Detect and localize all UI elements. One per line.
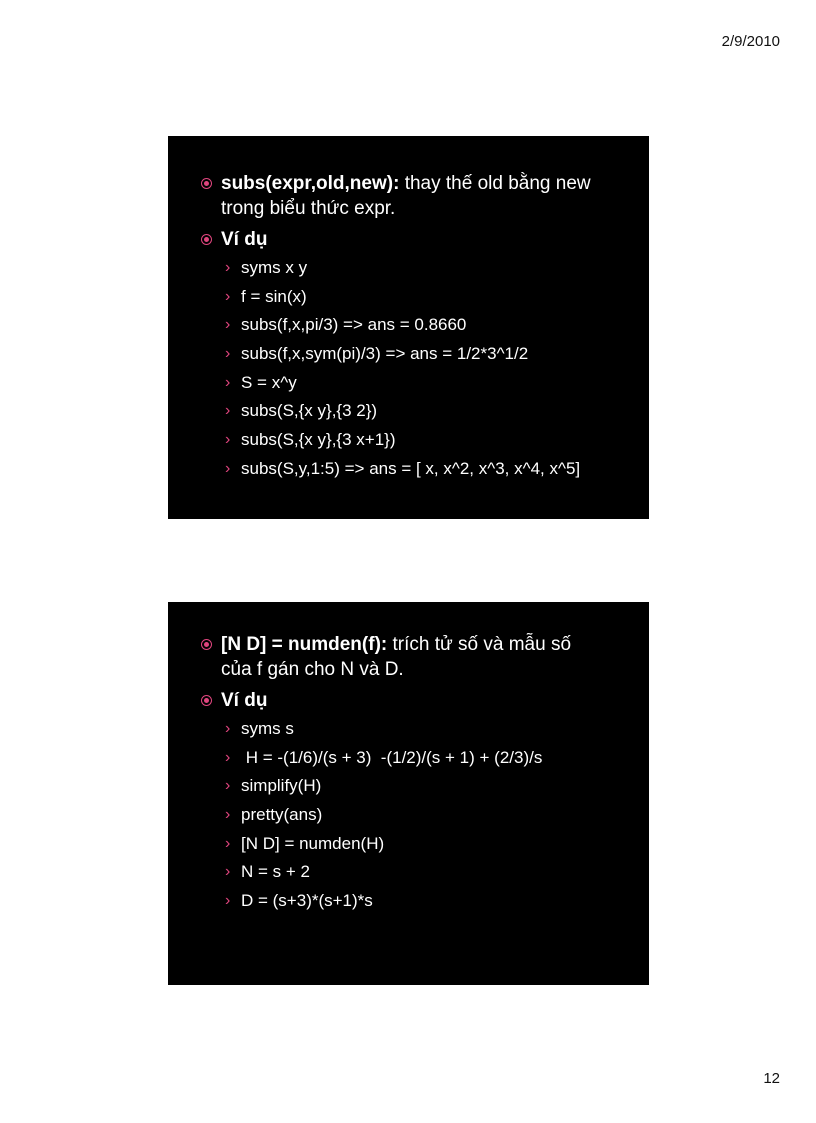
code-line: [168, 805, 649, 825]
chevron-right-icon: ›: [225, 287, 231, 305]
code-line: [168, 258, 649, 278]
code-line: [168, 344, 649, 364]
code-line-text: D = (s+3)*(s+1)*s: [241, 891, 373, 911]
code-line: [168, 834, 649, 854]
code-line: [168, 315, 649, 335]
code-line: [168, 719, 649, 739]
bullet-circle-icon: [201, 695, 212, 706]
chevron-right-icon: ›: [225, 748, 231, 766]
code-line-text: pretty(ans): [241, 805, 323, 825]
bullet-description-line2: trong biểu thức expr.: [221, 198, 396, 219]
code-line-text: S = x^y: [241, 372, 297, 392]
code-line-text: N = s + 2: [241, 862, 310, 882]
chevron-right-icon: ›: [225, 459, 231, 477]
code-line: [168, 459, 649, 479]
chevron-right-icon: ›: [225, 259, 231, 276]
chevron-right-icon: ›: [225, 373, 231, 391]
chevron-right-icon: ›: [225, 863, 231, 881]
bullet-subs-definition: [168, 171, 649, 221]
code-line: [168, 287, 649, 307]
slide-numden: [168, 602, 649, 985]
chevron-right-icon: ›: [225, 806, 231, 824]
code-line-text: subs(S,{x y},{3 2}): [241, 401, 378, 421]
chevron-right-icon: ›: [225, 345, 231, 363]
slide-subs: [168, 136, 649, 519]
chevron-right-icon: ›: [225, 402, 231, 420]
code-line: [168, 430, 649, 450]
chevron-right-icon: ›: [225, 892, 231, 910]
code-line-text: H = -(1/6)/(s + 3) -(1/2)/(s + 1) + (2/3)/s: [241, 747, 543, 767]
bullet-term: [N D] = numden(f):: [221, 634, 388, 655]
code-line-text: subs(f,x,sym(pi)/3) => ans = 1/2*3^1/2: [241, 344, 529, 364]
bullet-numden-definition: [168, 632, 649, 682]
chevron-right-icon: ›: [225, 431, 231, 449]
code-line-text: f = sin(x): [241, 286, 307, 306]
chevron-right-icon: ›: [225, 777, 231, 795]
chevron-right-icon: ›: [225, 720, 231, 737]
chevron-right-icon: ›: [225, 834, 231, 852]
code-line: [168, 748, 649, 768]
code-line-text: simplify(H): [241, 776, 322, 796]
code-line-text: subs(S,{x y},{3 x+1}): [241, 430, 396, 450]
code-line-text: subs(f,x,pi/3) => ans = 0.8660: [241, 315, 467, 335]
bullet-description: thay thế old bằng new: [399, 173, 591, 194]
bullet-example-heading: [168, 227, 649, 252]
code-line-text: syms s: [241, 719, 294, 738]
code-line: [168, 862, 649, 882]
header-date: 2/9/2010: [721, 33, 780, 50]
bullet-circle-icon: [201, 178, 212, 189]
bullet-example-heading: [168, 688, 649, 713]
code-line-text: [N D] = numden(H): [241, 833, 385, 853]
code-line-text: syms x y: [241, 258, 308, 277]
example-label: Ví dụ: [221, 690, 268, 711]
code-line: [168, 401, 649, 421]
code-line: [168, 891, 649, 911]
chevron-right-icon: ›: [225, 316, 231, 334]
bullet-term: subs(expr,old,new):: [221, 173, 400, 194]
bullet-circle-icon: [201, 234, 212, 245]
bullet-description-line2: của f gán cho N và D.: [221, 659, 404, 680]
code-line-text: subs(S,y,1:5) => ans = [ x, x^2, x^3, x^4, x^5]: [241, 458, 581, 478]
page-number: 12: [763, 1070, 780, 1087]
bullet-description: trích tử số và mẫu số: [387, 634, 572, 655]
code-line: [168, 373, 649, 393]
code-line: [168, 776, 649, 796]
example-label: Ví dụ: [221, 229, 268, 250]
bullet-circle-icon: [201, 639, 212, 650]
